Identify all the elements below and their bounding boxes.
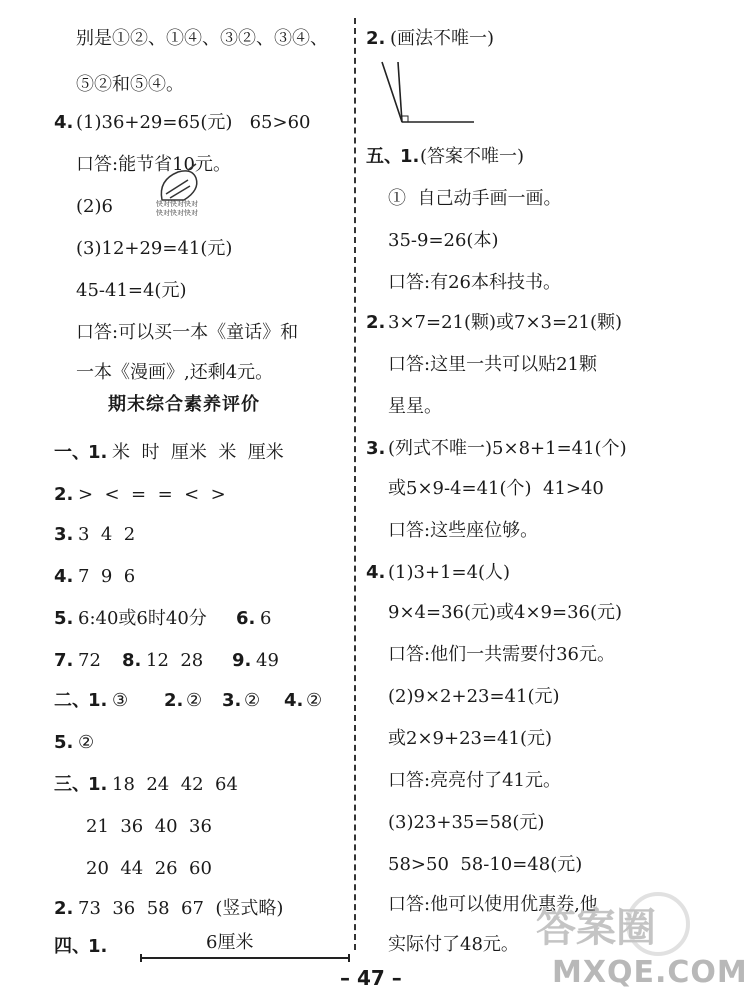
answer-line: > < = = < >: [78, 484, 226, 505]
watermark-site: MXQE.COM: [552, 955, 748, 990]
question-number: 3.: [222, 690, 242, 711]
answer-line: 6:40或6时40分: [78, 608, 207, 629]
question-number: 3.: [54, 524, 74, 545]
question-number: 2.: [366, 312, 386, 333]
answer-line: ②: [78, 732, 95, 753]
answer-line: 6: [260, 608, 272, 629]
answer-line: (答案不唯一): [420, 146, 525, 167]
question-number: 1.: [88, 936, 108, 957]
section-prefix: 四、: [54, 936, 90, 957]
question-number: 9.: [232, 650, 252, 671]
answer-line: 73 36 58 67 (竖式略): [78, 898, 284, 919]
answer-line: 6厘米: [206, 932, 254, 953]
question-number: 5.: [54, 732, 74, 753]
question-number: 4.: [54, 112, 74, 133]
answer-line: 一本《漫画》,还剩4元。: [76, 362, 274, 383]
answer-line: 口答:他可以使用优惠券,他: [388, 894, 598, 915]
answer-line: 口答:这些座位够。: [388, 520, 539, 541]
answer-line: (列式不唯一)5×8+1=41(个): [388, 438, 627, 459]
question-number: 7.: [54, 650, 74, 671]
answer-line: 或2×9+23=41(元): [388, 728, 553, 749]
answer-line: ②: [244, 690, 261, 711]
question-number: 4.: [54, 566, 74, 587]
question-number: 8.: [122, 650, 142, 671]
answer-line: 18 24 42 64: [112, 774, 238, 795]
right-angle-figure: [378, 58, 478, 128]
question-number: 2.: [54, 484, 74, 505]
question-number: 4.: [366, 562, 386, 583]
answer-line: 口答:可以买一本《童话》和: [76, 322, 299, 343]
question-number: 4.: [284, 690, 304, 711]
question-number: 1.: [88, 690, 108, 711]
answer-line: 35-9=26(本): [388, 230, 499, 251]
answer-line: 20 44 26 60: [86, 858, 212, 879]
answer-line: (3)23+35=58(元): [388, 812, 545, 833]
section-prefix: 五、: [366, 146, 402, 167]
answer-line: 口答:这里一共可以贴21颗: [388, 354, 597, 375]
section-prefix: 一、: [54, 442, 90, 463]
answer-line: 星星。: [388, 396, 442, 417]
answer-line: 口答:有26本科技书。: [388, 272, 561, 293]
answer-line: 别是①②、①④、③②、③④、: [76, 28, 328, 49]
answer-line: (画法不唯一): [390, 28, 495, 49]
line-segment-6cm: [140, 957, 350, 959]
answer-line: 9×4=36(元)或4×9=36(元): [388, 602, 623, 623]
answer-line: 米 时 厘米 米 厘米: [112, 442, 284, 463]
question-number: 2.: [164, 690, 184, 711]
answer-line: 72: [78, 650, 101, 671]
answer-line: 或5×9-4=41(个) 41>40: [388, 478, 604, 499]
answer-line: (1)3+1=4(人): [388, 562, 511, 583]
answer-line: 21 36 40 36: [86, 816, 212, 837]
question-number: 1.: [88, 774, 108, 795]
section-prefix: 二、: [54, 690, 90, 711]
watermark-text: 答案圈: [536, 905, 656, 951]
question-number: 5.: [54, 608, 74, 629]
question-number: 1.: [88, 442, 108, 463]
answer-line: (3)12+29=41(元): [76, 238, 233, 259]
answer-line: 实际付了48元。: [388, 934, 519, 955]
question-number: 6.: [236, 608, 256, 629]
question-number: 2.: [366, 28, 386, 49]
answer-line: ⑤②和⑤④。: [76, 74, 184, 95]
answer-line: 口答:能节省10元。: [76, 154, 231, 175]
answer-line: 58>50 58-10=48(元): [388, 854, 583, 875]
answer-line: 口答:亮亮付了41元。: [388, 770, 561, 791]
question-number: 3.: [366, 438, 386, 459]
column-divider: [354, 18, 356, 950]
answer-line: 49: [256, 650, 279, 671]
answer-line: 3 4 2: [78, 524, 136, 545]
answer-line: 7 9 6: [78, 566, 136, 587]
section-heading: 期末综合素养评价: [108, 394, 260, 415]
answer-line: (1)36+29=65(元) 65>60: [76, 112, 311, 133]
section-prefix: 三、: [54, 774, 90, 795]
answer-line: (2)9×2+23=41(元): [388, 686, 560, 707]
question-number: 2.: [54, 898, 74, 919]
answer-line: ① 自己动手画一画。: [388, 188, 562, 209]
answer-line: 45-41=4(元): [76, 280, 187, 301]
question-number: 1.: [400, 146, 420, 167]
answer-line: ②: [186, 690, 203, 711]
stamp-text: 快对快对快对 快对快对快对: [156, 200, 198, 217]
answer-line: 12 28: [146, 650, 204, 671]
answer-line: ②: [306, 690, 323, 711]
answer-line: (2)6: [76, 196, 113, 217]
answer-line: 3×7=21(颗)或7×3=21(颗): [388, 312, 623, 333]
page-number: – 47 –: [340, 966, 402, 990]
answer-line: ③: [112, 690, 129, 711]
answer-line: 口答:他们一共需要付36元。: [388, 644, 615, 665]
